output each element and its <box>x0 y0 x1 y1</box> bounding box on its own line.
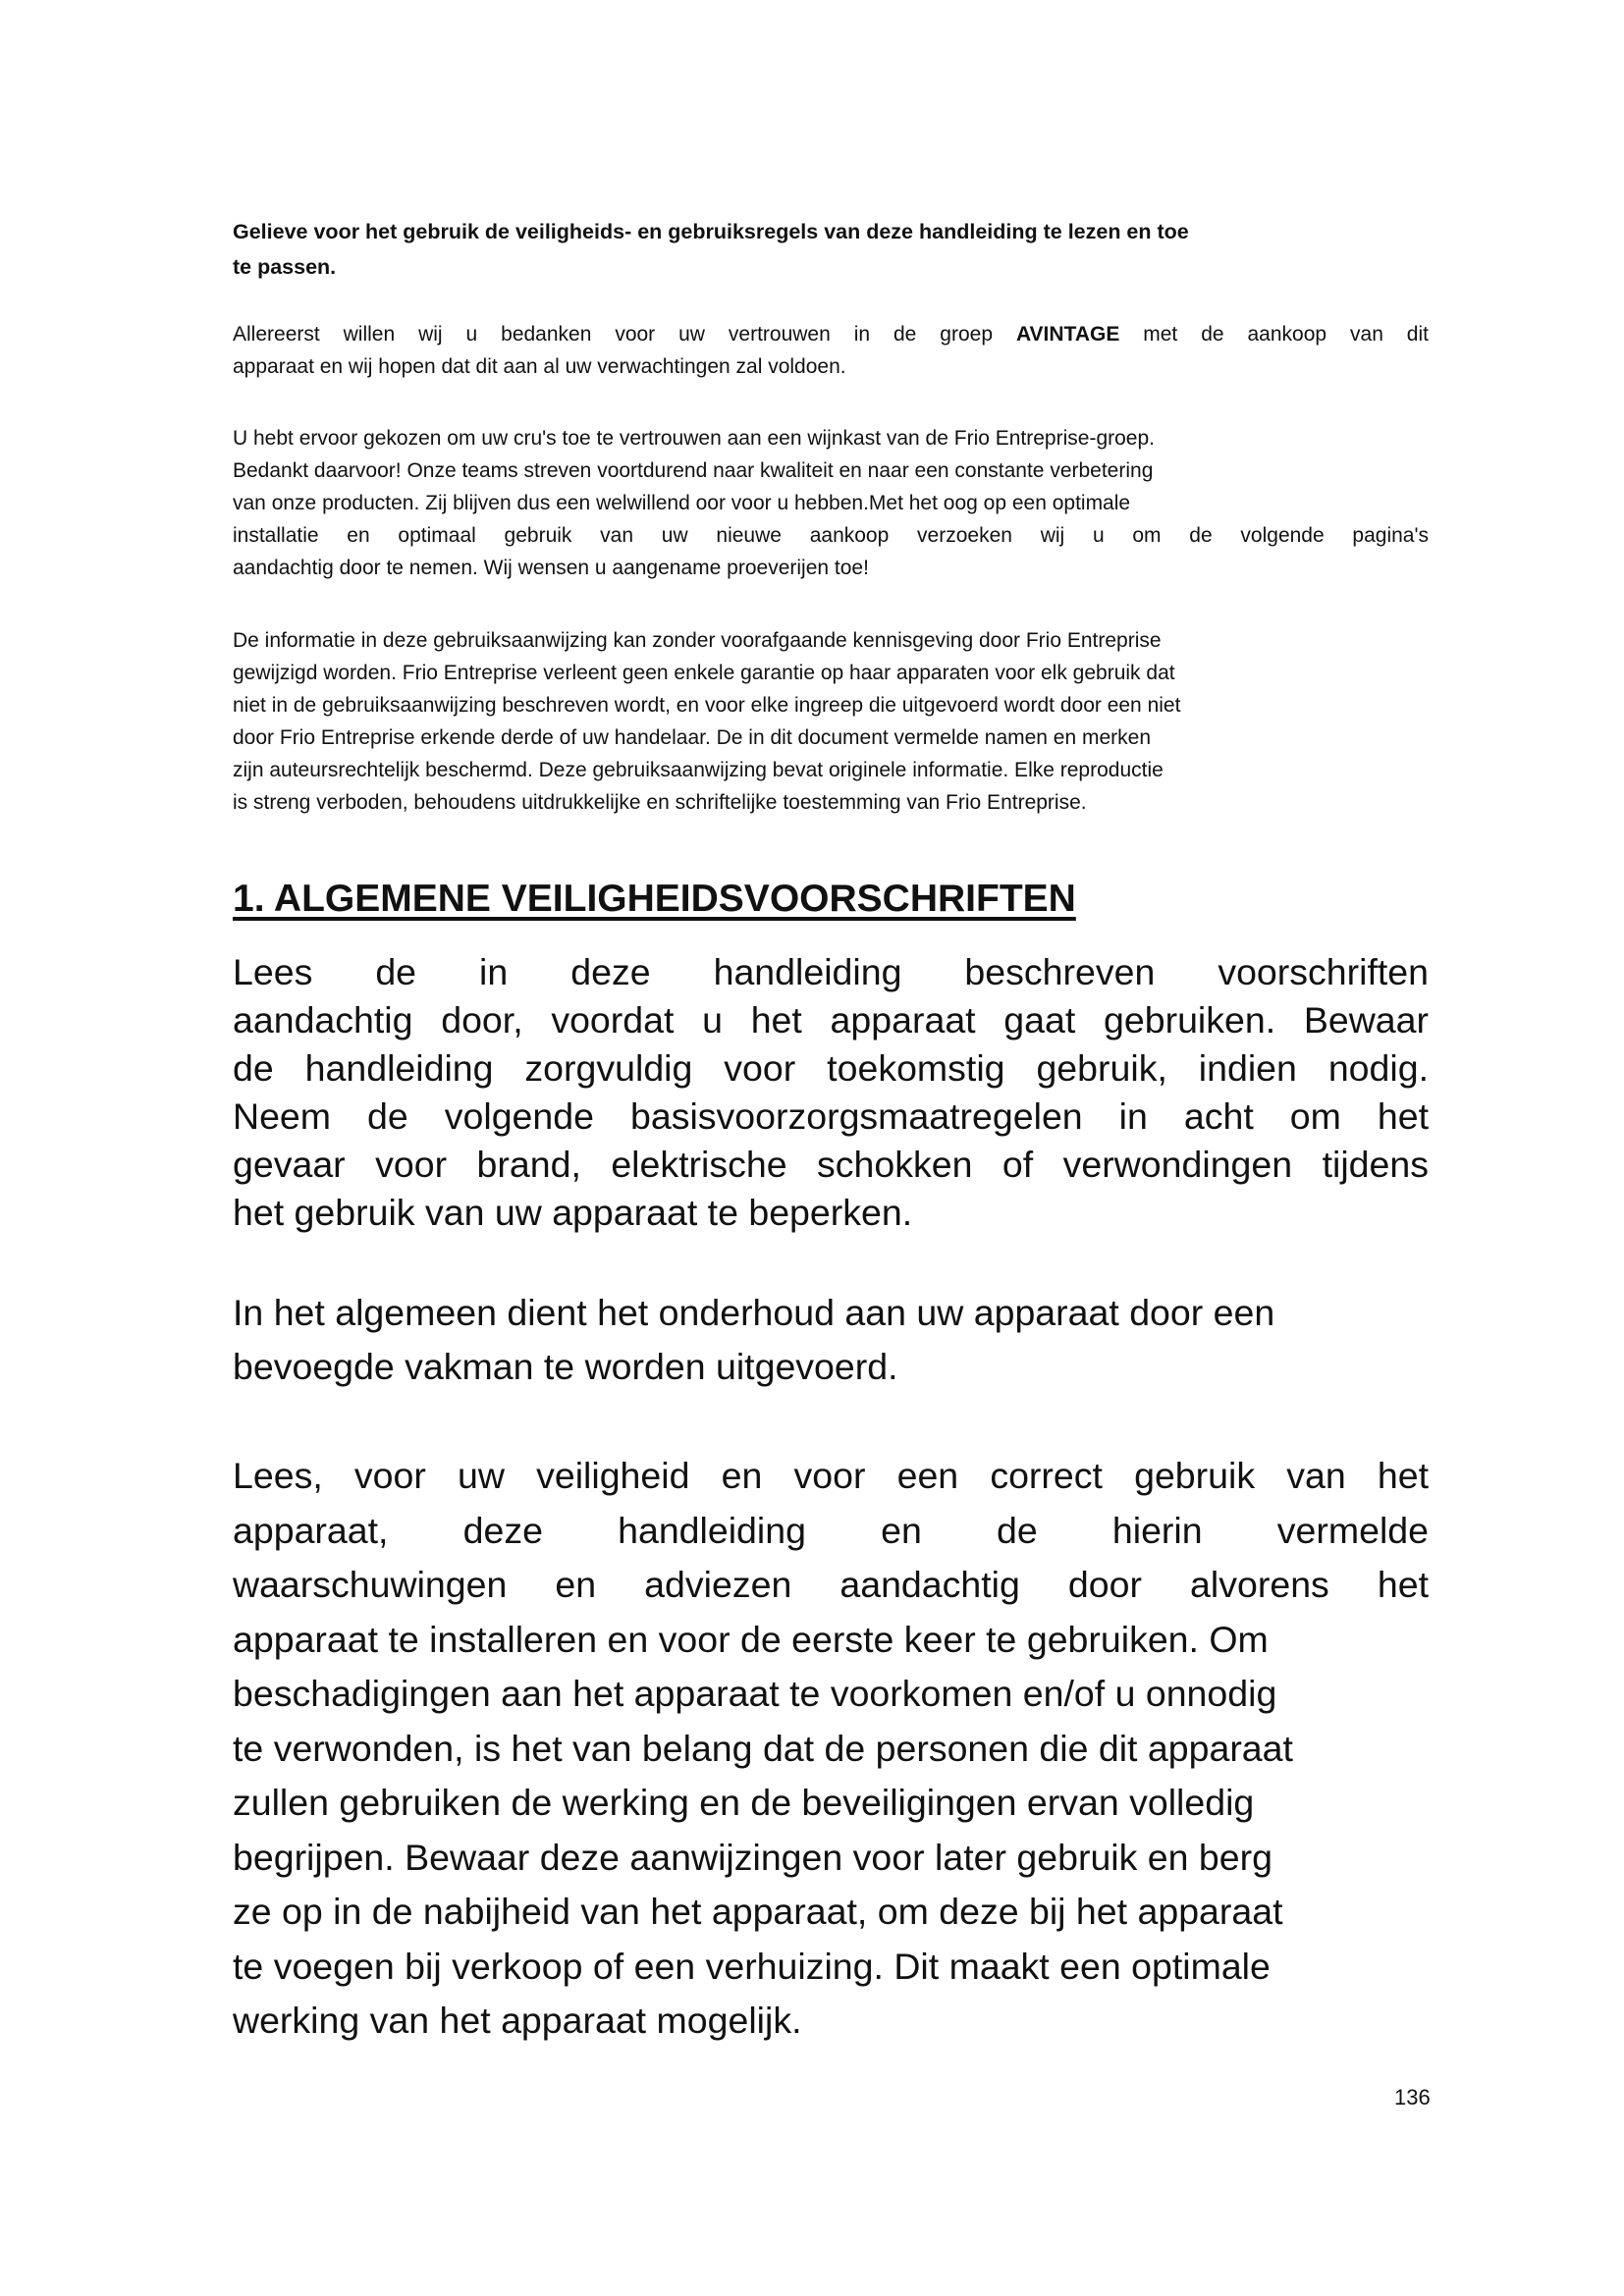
disclaimer-paragraph <box>233 624 1429 819</box>
text-line: werking van het apparaat mogelijk. <box>233 2000 802 2041</box>
intro-line: Gelieve voor het gebruik de veiligheids- en gebruiksregels van deze handleiding te lezen en toe <box>233 220 1189 243</box>
thanks-line: apparaat en wij hopen dat dit aan al uw verwachtingen zal voldoen. <box>233 355 846 378</box>
text-line: apparaat te installeren en voor de eerste keer te gebruiken. Om <box>233 1618 1269 1660</box>
text-line: zijn auteursrechtelijk beschermd. Deze gebruiksaanwijzing bevat originele informatie. Elke reproductie <box>233 759 1164 781</box>
text: Allereerst willen wij u bedanken voor uw vertrouwen in de groep <box>233 323 1016 346</box>
text-line: De informatie in deze gebruiksaanwijzing kan zonder voorafgaande kennisgeving door Frio Entreprise <box>233 629 1162 652</box>
intro-instruction <box>233 214 1429 285</box>
text-line: door Frio Entreprise erkende derde of uw handelaar. De in dit document vermelde namen en merken <box>233 726 1152 749</box>
text-line: te verwonden, is het van belang dat de personen die dit apparaat <box>233 1727 1293 1769</box>
text-line: gewijzigd worden. Frio Entreprise verleent geen enkele garantie op haar apparaten voor elk gebruik dat <box>233 662 1175 684</box>
text-line: waarschuwingen en adviezen aandachtig door alvorens het <box>233 1564 1429 1605</box>
text-line: is streng verboden, behoudens uitdrukkelijke en schriftelijke toestemming van Frio Entreprise. <box>233 791 1087 814</box>
thanks-line <box>233 318 1429 350</box>
text-line: apparaat, deze handleiding en de hierin vermelde <box>233 1509 1429 1551</box>
text-line: begrijpen. Bewaar deze aanwijzingen voor later gebruik en berg <box>233 1836 1272 1878</box>
intro-line: te passen. <box>233 255 337 279</box>
text-line: te voegen bij verkoop of een verhuizing. Dit maakt een optimale <box>233 1945 1271 1987</box>
thanks-paragraph <box>233 318 1429 383</box>
brand-name: AVINTAGE <box>1015 323 1120 346</box>
safety-paragraph-3 <box>233 1449 1429 2049</box>
text-line: Neem de volgende basisvoorzorgsmaatregelen in acht om het <box>233 1095 1429 1137</box>
text-line: het gebruik van uw apparaat te beperken. <box>233 1192 913 1233</box>
safety-paragraph-2 <box>233 1286 1429 1394</box>
text-line: aandachtig door te nemen. Wij wensen u aangename proeverijen toe! <box>233 557 869 579</box>
text-line: aandachtig door, voordat u het apparaat gaat gebruiken. Bewaar <box>233 999 1429 1041</box>
text-line: Bedankt daarvoor! Onze teams streven voortdurend naar kwaliteit en naar een constante verbetering <box>233 459 1154 482</box>
welcome-paragraph <box>233 422 1429 584</box>
text-line: installatie en optimaal gebruik van uw nieuwe aankoop verzoeken wij u om de volgende pagina's <box>233 524 1429 547</box>
text: met de aankoop van dit <box>1119 323 1429 346</box>
text-line: In het algemeen dient het onderhoud aan uw apparaat door een <box>233 1292 1275 1333</box>
text-line: Lees, voor uw veiligheid en voor een correct gebruik van het <box>233 1455 1429 1496</box>
text-line: U hebt ervoor gekozen om uw cru's toe te vertrouwen aan een wijnkast van de Frio Entreprise-groep. <box>233 427 1155 450</box>
text-line: Lees de in deze handleiding beschreven voorschriften <box>233 951 1429 992</box>
page-number: 136 <box>1394 2085 1431 2109</box>
safety-paragraph-1 <box>233 948 1429 1237</box>
text-line: van onze producten. Zij blijven dus een welwillend oor voor u hebben.Met het oog op een optimale <box>233 492 1131 514</box>
text-line: beschadigingen aan het apparaat te voorkomen en/of u onnodig <box>233 1673 1277 1714</box>
text-line: ze op in de nabijheid van het apparaat, om deze bij het apparaat <box>233 1891 1283 1932</box>
text-line: zullen gebruiken de werking en de beveiligingen ervan volledig <box>233 1782 1255 1823</box>
text-line: bevoegde vakman te worden uitgevoerd. <box>233 1346 898 1387</box>
section-heading: 1. ALGEMENE VEILIGHEIDSVOORSCHRIFTEN <box>233 878 1076 920</box>
text-line: niet in de gebruiksaanwijzing beschreven wordt, en voor elke ingreep die uitgevoerd wordt door een niet <box>233 694 1181 717</box>
text-line: gevaar voor brand, elektrische schokken of verwondingen tijdens <box>233 1144 1429 1185</box>
text-line: de handleiding zorgvuldig voor toekomstig gebruik, indien nodig. <box>233 1047 1429 1089</box>
